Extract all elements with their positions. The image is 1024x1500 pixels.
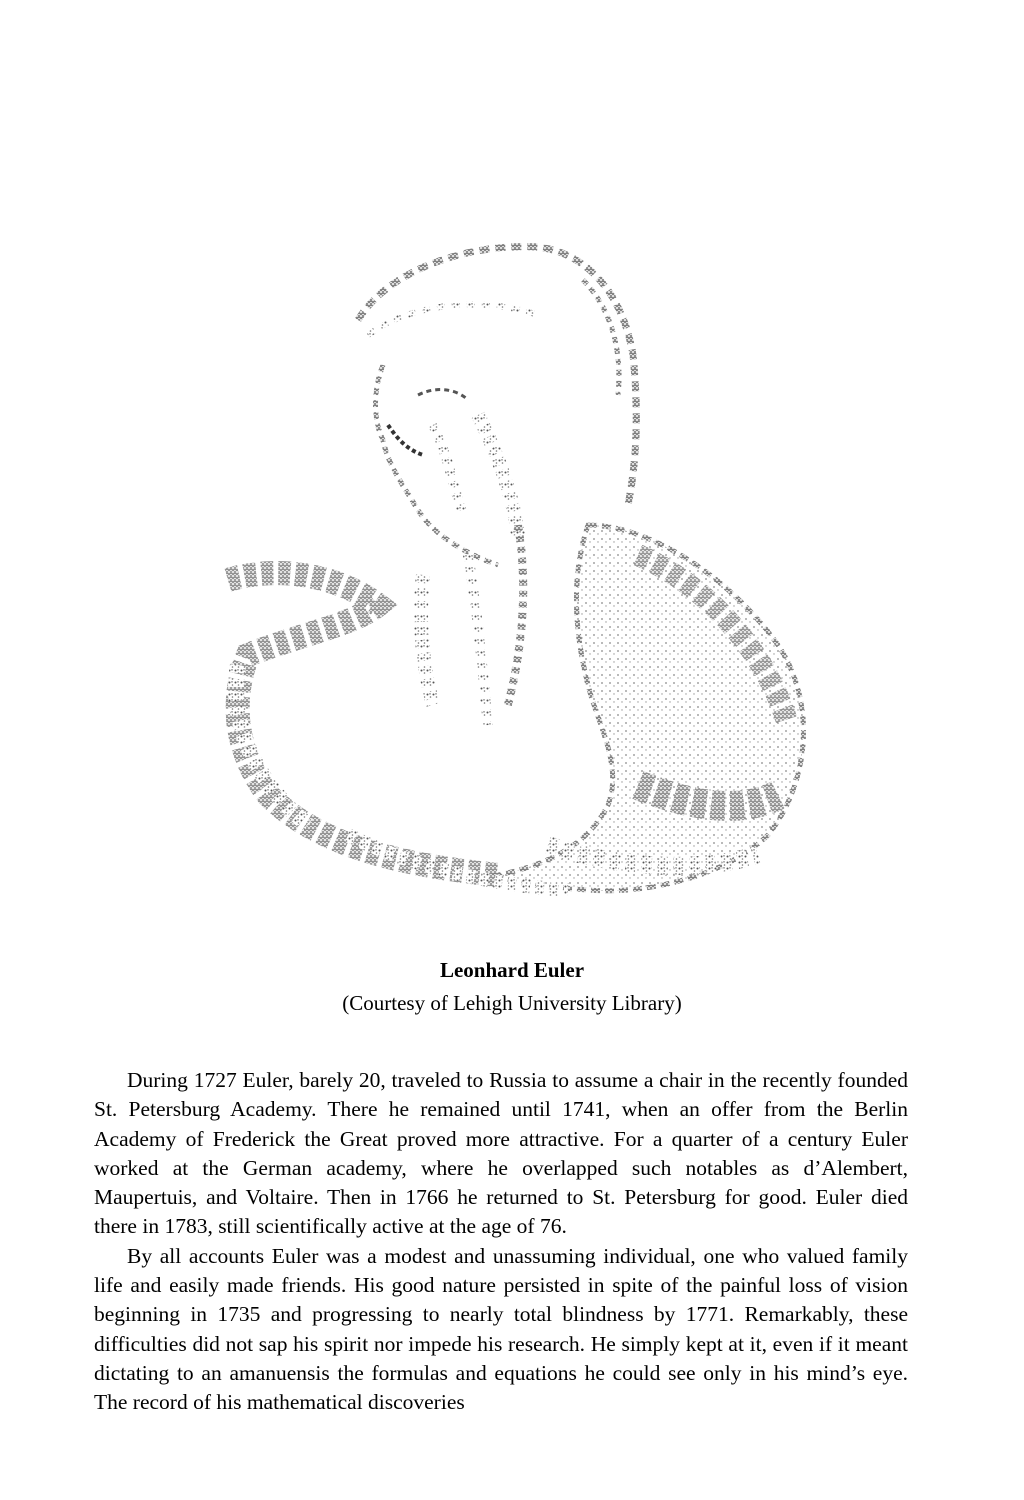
portrait-cravat xyxy=(421,525,523,725)
paragraph: By all accounts Euler was a modest and unassuming individual, one who valued family life and easily made friends. His good nature persisted in spite of the painful loss of vision beginning in 1735 and progressing to nearly total blindness by 1771. Remarkably, these difficulties did not sap his spirit nor impede his research. He simply kept at it, even if it meant dictating to an amanuensis the formulas and equations he could see only in his mind’s eye. The record of his mathematical discoveries xyxy=(94,1243,908,1415)
figure-credit: (Courtesy of Lehigh University Library) xyxy=(342,991,682,1015)
paragraph: During 1727 Euler, barely 20, traveled to Russia to assume a chair in the recently founded St. Petersburg Academy. There he remained until 1741, when an offer from the Berlin Academy of Frederick the Great proved more attractive. For a quarter of a century Euler worked at the German academy, where he overlapped such notables as d’Alembert, Maupertuis, and Voltaire. Then in 1766 he returned to St. Petersburg for good. Euler died there in 1783, still scientifically active at the age of 76. xyxy=(94,1068,908,1239)
portrait-coat xyxy=(498,525,803,891)
figure-caption xyxy=(0,954,1024,1020)
figure-name: Leonhard Euler xyxy=(439,958,585,982)
portrait-arm xyxy=(228,573,568,890)
body-text xyxy=(94,1066,908,1418)
portrait-face xyxy=(376,365,519,565)
euler-portrait-illustration xyxy=(168,225,840,915)
